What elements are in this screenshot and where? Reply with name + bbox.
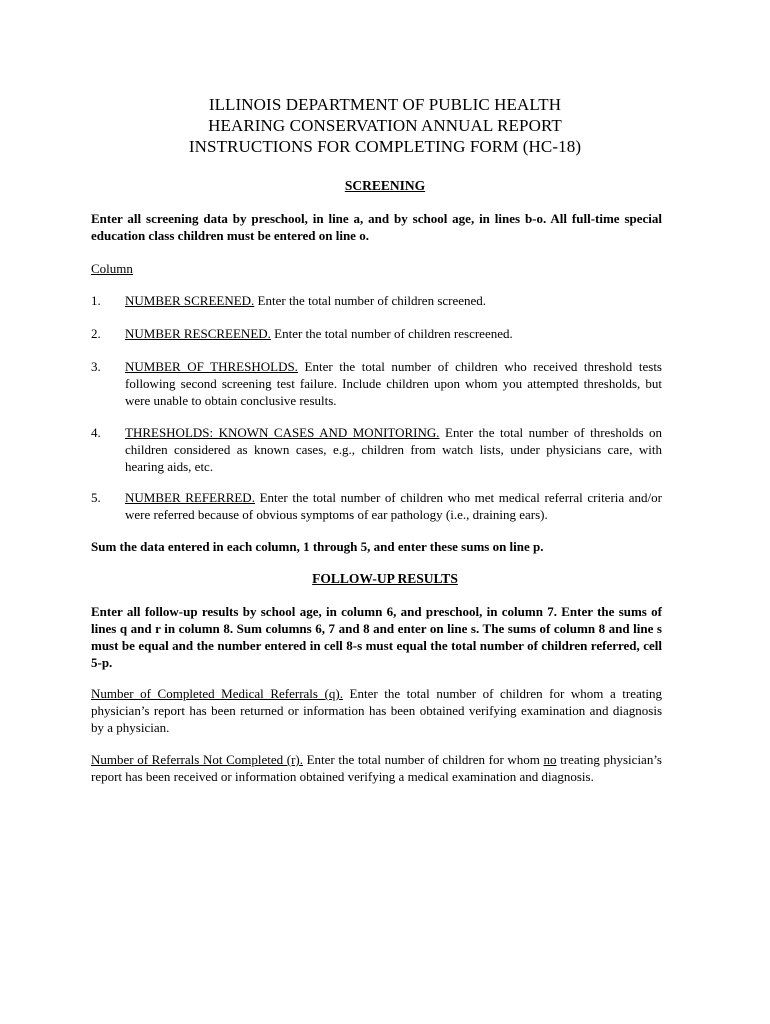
item-5-text: Enter the total number of children who met medical referral criteria and/or were referred because of obvious symptoms of ear pathology (i.e., draining ears). — [125, 490, 662, 522]
title-line-3: INSTRUCTIONS FOR COMPLETING FORM (HC-18) — [188, 137, 582, 156]
item-4-term: THRESHOLDS: KNOWN CASES AND MONITORING. — [125, 425, 440, 440]
title-line-1: ILLINOIS DEPARTMENT OF PUBLIC HEALTH — [208, 95, 562, 114]
column-label: Column — [91, 261, 133, 276]
item-1-text: Enter the total number of children screened. — [254, 293, 487, 308]
screening-heading: SCREENING — [344, 178, 426, 193]
item-1 — [125, 292, 662, 309]
item-3-text: Enter the total number of children who received threshold tests following second screening test failure. Include children upon whom you attempted thresholds, but were unable to obtain conclusive results. — [125, 359, 662, 408]
title-line-2: HEARING CONSERVATION ANNUAL REPORT — [208, 116, 562, 135]
not-completed-paragraph — [91, 751, 662, 785]
item-2-term: NUMBER RESCREENED. — [125, 326, 271, 341]
completed-referrals-paragraph — [91, 685, 662, 736]
followup-intro: Enter all follow-up results by school age, in column 6, and preschool, in column 7. Enter the sums of lines q and r in column 8. Sum columns 6, 7 and 8 and enter on line s. The sums of column 8 and line s must be equal and the number entered in cell 8-s must equal the total number of children referred, cell 5-p. — [91, 604, 662, 670]
not-completed-no: no — [543, 752, 557, 767]
completed-referrals-term: Number of Completed Medical Referrals (q). — [91, 686, 343, 701]
item-1-number: 1. — [91, 293, 101, 308]
item-2-text: Enter the total number of children rescreened. — [270, 326, 513, 341]
item-3 — [125, 358, 662, 409]
item-4-text: Enter the total number of thresholds on children considered as known cases, e.g., children from watch lists, under physicians care, with hearing aids, etc. — [125, 425, 662, 474]
item-3-number: 3. — [91, 359, 101, 374]
screening-intro: Enter all screening data by preschool, in line a, and by school age, in lines b-o. All full-time special education class children must be entered on line o. — [91, 211, 662, 243]
completed-referrals-text: Enter the total number of children for whom a treating physician’s report has been returned or information has been obtained verifying examination and diagnosis by a physician. — [91, 686, 663, 735]
item-1-term: NUMBER SCREENED. — [125, 293, 255, 308]
item-2-number: 2. — [91, 326, 101, 341]
item-5-term: NUMBER REFERRED. — [125, 490, 255, 505]
item-2 — [125, 325, 662, 342]
item-3-term: NUMBER OF THRESHOLDS. — [125, 359, 298, 374]
followup-heading: FOLLOW-UP RESULTS — [312, 571, 458, 586]
item-5-number: 5. — [91, 490, 101, 505]
not-completed-text-b: treating physician’s report has been received or information obtained verifying a medical examination and diagnosis. — [91, 752, 662, 784]
sum-note: Sum the data entered in each column, 1 through 5, and enter these sums on line p. — [91, 539, 544, 554]
item-4-number: 4. — [91, 425, 101, 440]
not-completed-text-a: Enter the total number of children for whom — [302, 752, 544, 767]
item-4 — [125, 424, 662, 475]
item-5 — [125, 489, 662, 523]
not-completed-term: Number of Referrals Not Completed (r). — [91, 752, 303, 767]
